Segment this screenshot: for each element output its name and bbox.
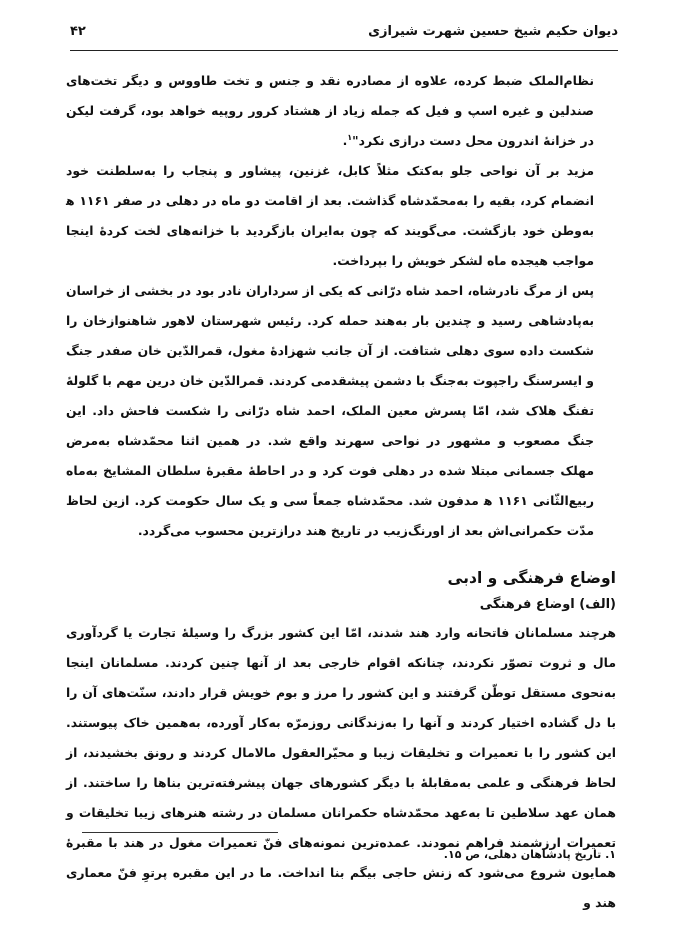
page-number: ۴۲ — [70, 24, 86, 39]
footnote-rule — [82, 832, 278, 833]
footnote-reference: ۱ — [347, 132, 353, 142]
paragraph: هرچند مسلمانان فاتحانه وارد هند شدند، امّا این کشور بزرگ را وسیلهٔ تجارت یا گردآوری مال و ثروت تصوّر نکردند، چنانکه اقوام خارجی بعد از آنها چنین کردند. مسلمانان اینجا به‌نحوی مستقل توطّن گرفتند و این کشور را مرز و بوم خویش قرار دادند، سنّت‌های آن را با دل گشاده اختیار کردند و آنها را به‌زندگانی روزمرّه به‌کار آورده، به‌همین خاک پیوستند. این کشور را با تعمیرات و تخلیقات زیبا و محیّرالعقول مالامال کردند و رونق بخشیدند، از لحاظ فرهنگی و علمی به‌مقابلهٔ با دیگر کشورهای جهان پیشرفته‌ترین بناها را ساختند. از همان عهد سلاطین تا به‌عهد محمّدشاه حکمرانان مسلمان در رشته هنرهای زیبا تخلیقات و تعمیرات ارزشمند فراهم نمودند. عمده‌ترین نمونه‌های فنّ تعمیرات مغول در هند با مقبرهٔ همایون شروع می‌شود که زنش حاجی بیگم بنا انداخت. ما در این مقبره پرتوِ فنّ معماری هند و — [66, 625, 616, 910]
footnote: ۱. تاریخ پادشاهان دهلی، ص ۱۵. — [443, 848, 616, 861]
quote-paragraph: نظام‌الملک ضبط کرده، علاوه از مصادره نقد و جنس و تخت طاووس و دیگر تخت‌های صندلین و غیره اسپ و فیل که جمله زیاد از هشتاد کرور روپیه خواهد بود، گرفت لیکن در خزانهٔ اندرون محل دست درازی نکرد"$^۱$. — [66, 73, 594, 148]
header-rule — [70, 50, 618, 51]
subsection-heading: (الف) اوضاع فرهنگی — [479, 597, 616, 612]
quote-text: نظام‌الملک ضبط کرده، علاوه از مصادره نقد و جنس و تخت طاووس و دیگر تخت‌های صندلین و غیره اسپ و فیل که جمله زیاد از هشتاد کرور روپیه خواهد بود، گرفت لیکن در خزانهٔ اندرون محل دست درازی نکرد" — [66, 73, 594, 148]
paragraph: پس از مرگ نادرشاه، احمد شاه درّانی که یکی از سرداران نادر بود در بخشی از خراسان به‌پادشاهی رسید و چندین بار به‌هند حمله کرد. رئیس شهرستان لاهور شاهنوازخان را شکست داده سوی دهلی شتافت. از آن جانب شهزادهٔ مغول، قمرالدّین خان صفدر جنگ و ایسرسنگ راجپوت به‌جنگ با دشمن پیشقدمی کردند. قمرالدّین خان درین مهم با گلولهٔ تفنگ هلاک شد، امّا پسرش معین الملک، احمد شاه درّانی را شکست فاحش داد. این جنگ مصعوب و مشهور در نواحی سهرند واقع شد. در همین اثنا محمّدشاه به‌مرض مهلک جسمانی مبتلا شده در دهلی فوت کرد و در احاطهٔ مقبرهٔ سلطان المشایخ به‌ماه ربیع‌الثّانی ۱۱۶۱ ﻫ مدفون شد. محمّدشاه جمعاً سی و یک سال حکومت کرد. ازین لحاظ مدّت حکمرانی‌اش بعد از اورنگ‌زیب در تاریخ هند درازترین محسوب می‌گردد. — [66, 283, 594, 538]
body-text — [66, 66, 616, 918]
running-header — [70, 24, 618, 48]
section-heading: اوضاع فرهنگی و ادبی — [447, 569, 616, 587]
header-title: دیوان حکیم شیخ حسین شهرت شیرازی — [368, 24, 618, 39]
paragraph: مزید بر آن نواحی جلو به‌کتک مثلاً کابل، غزنین، پیشاور و پنجاب را به‌سلطنت خود انضمام کرد، بقیه را به‌محمّدشاه گذاشت. بعد از اقامت دو ماه در دهلی در صفر ۱۱۶۱ ﻫ به‌وطن خود بازگشت. می‌گویند که چون به‌ایران بازگردید با خزانه‌های لخت کردهٔ اینجا مواجب هیجده ماه لشکر خویش را بپرداخت. — [66, 163, 595, 268]
